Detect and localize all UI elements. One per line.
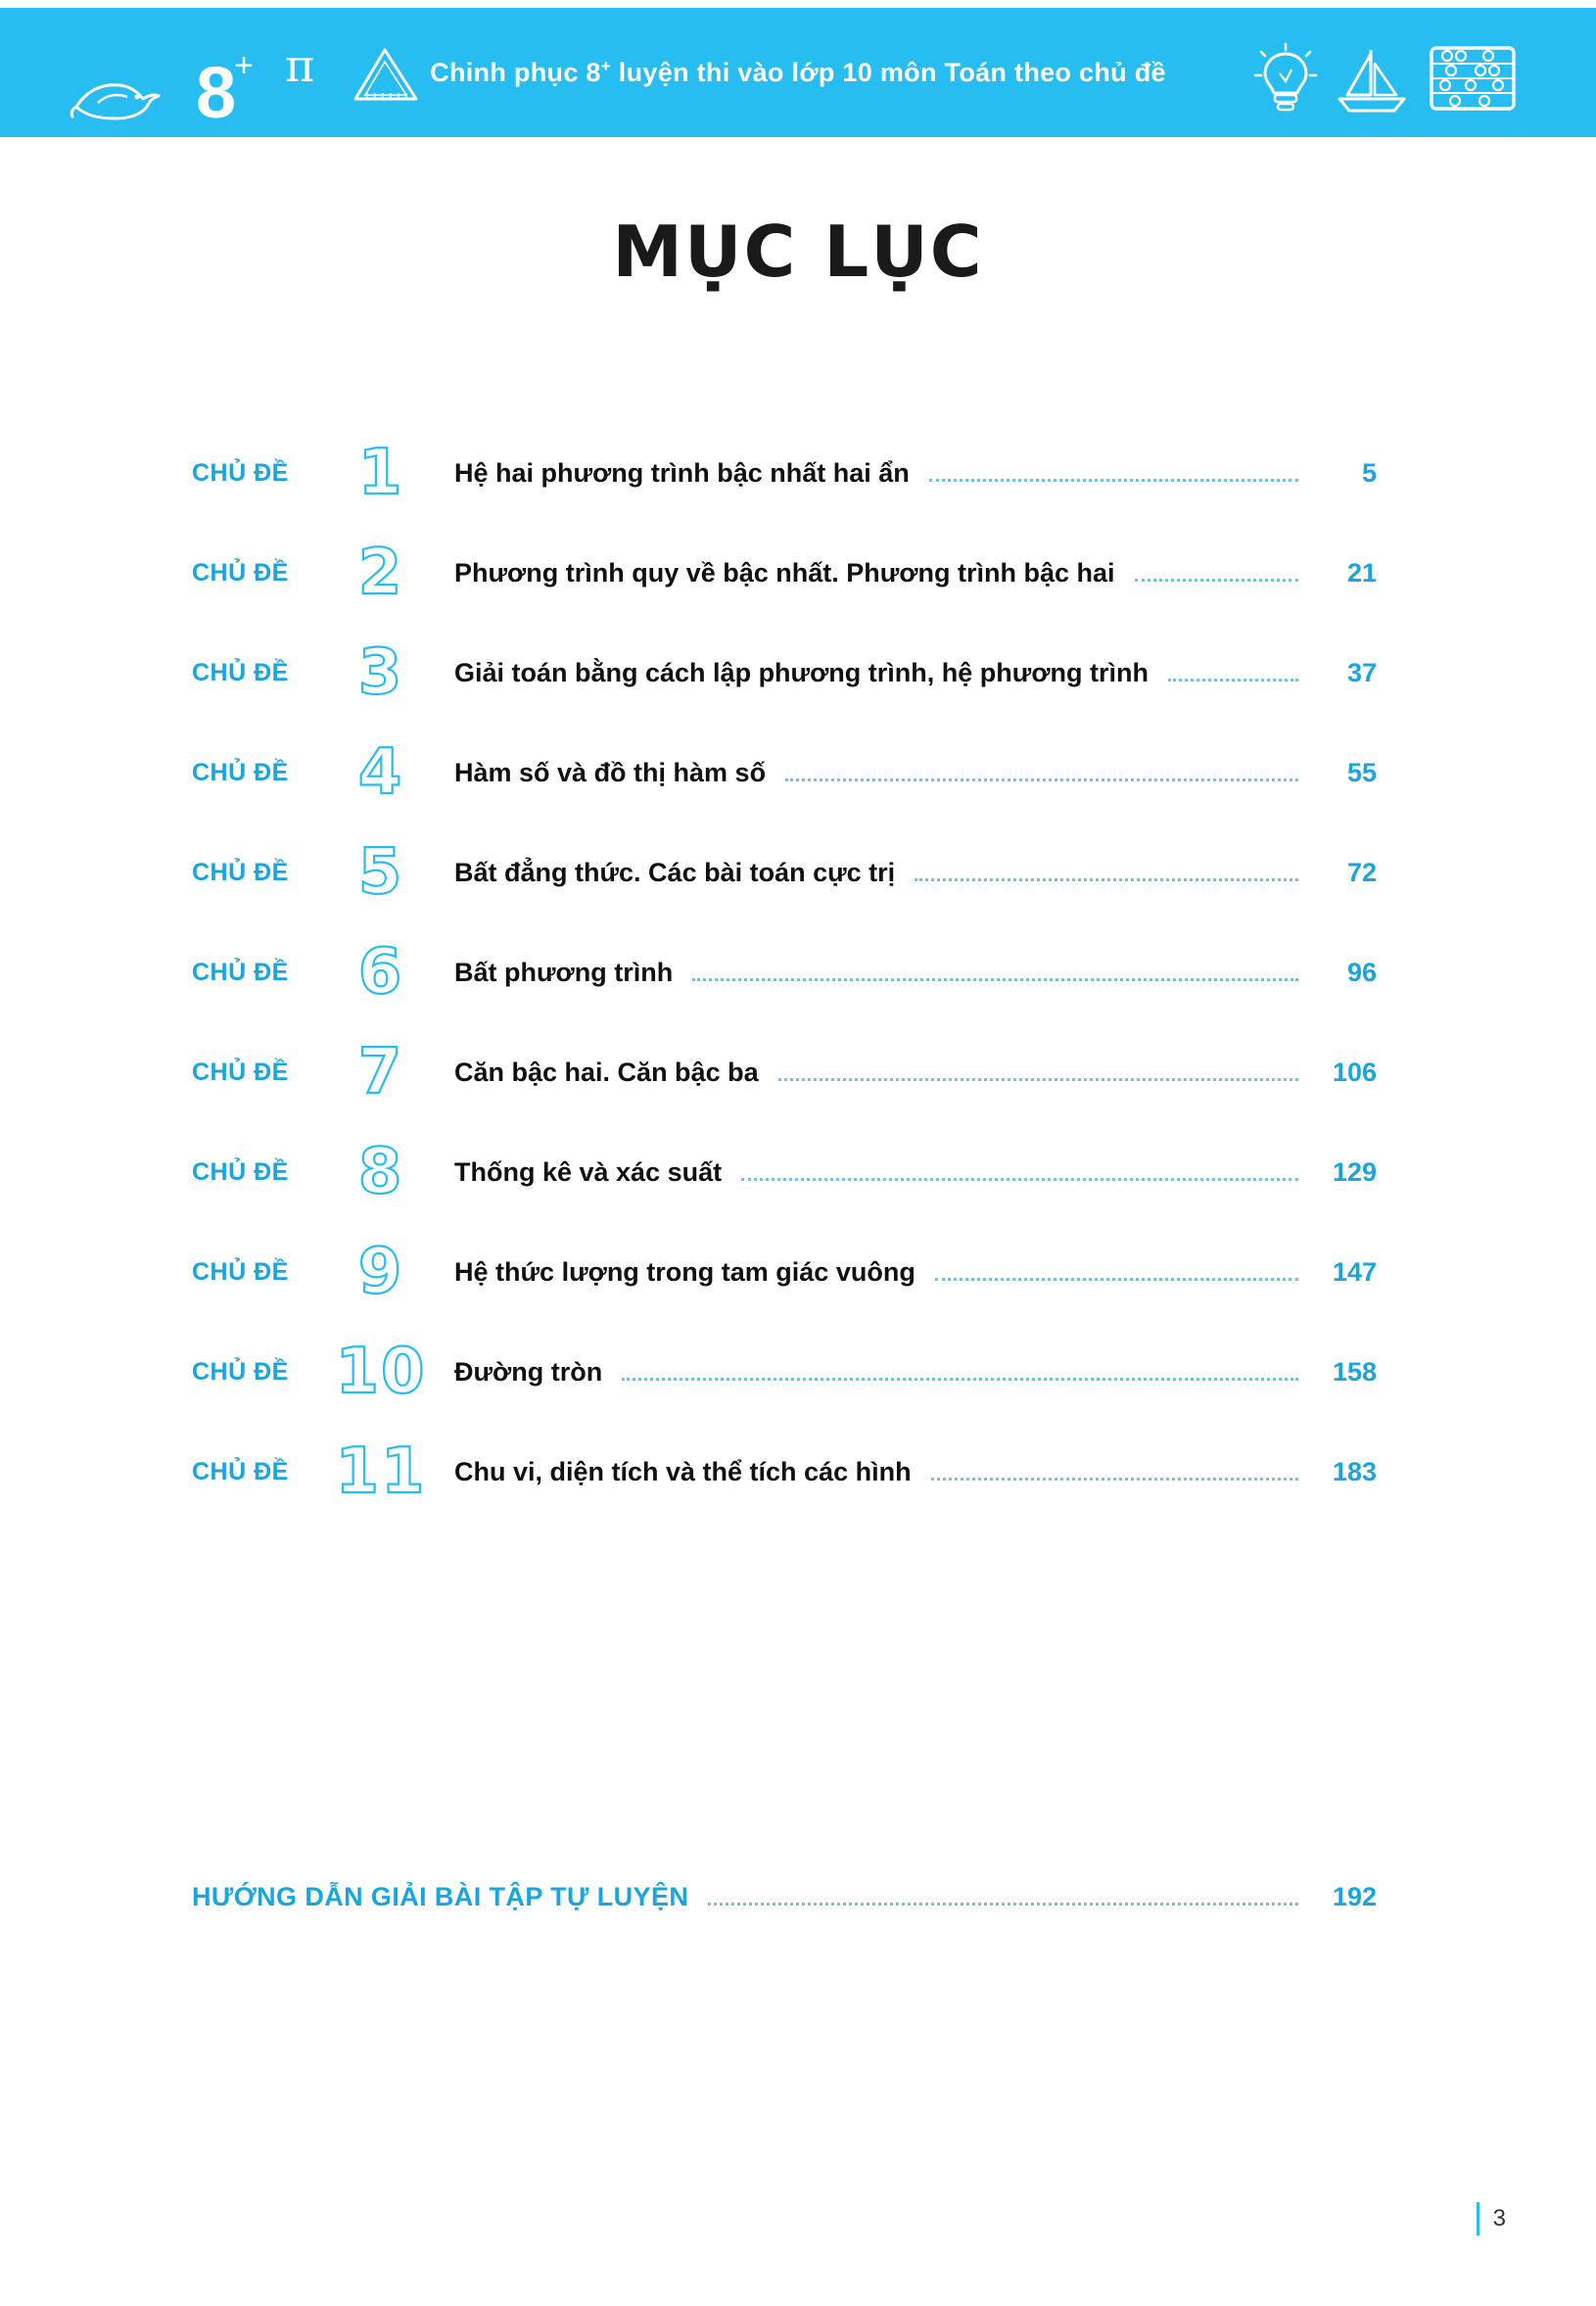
toc-chapter-number: 9 — [357, 1236, 404, 1308]
lightbulb-icon — [1253, 40, 1318, 131]
toc-leader-dots — [741, 1153, 1298, 1181]
toc-entry-title: Hệ thức lượng trong tam giác vuông — [454, 1256, 915, 1287]
toc-appendix-row[interactable] — [192, 1882, 1377, 1912]
toc-leader-dots — [692, 953, 1298, 981]
toc-chapter-label: CHỦ ĐỀ — [192, 1357, 289, 1386]
toc-chapter-label: CHỦ ĐỀ — [192, 1257, 289, 1286]
page-folio — [1477, 2202, 1506, 2235]
toc-row[interactable] — [192, 1322, 1377, 1422]
header-left-icon-group — [69, 18, 424, 133]
toc-page-number: 96 — [1346, 957, 1377, 987]
toc-row[interactable] — [192, 623, 1377, 723]
toc-leader-dots — [935, 1252, 1298, 1281]
toc-chapter-number: 7 — [357, 1036, 404, 1108]
bird-icon — [69, 62, 163, 127]
toc-entry-title: Thống kê và xác suất — [454, 1156, 723, 1187]
toc-page-number: 55 — [1346, 757, 1377, 787]
triangle-ruler-icon — [348, 44, 424, 127]
pi-icon: π — [285, 39, 315, 92]
toc-leader-dots — [929, 453, 1298, 482]
banner-title — [430, 57, 1166, 88]
banner-title-sup: + — [600, 57, 611, 75]
page-title: MỤC LỤC — [612, 211, 984, 293]
toc-chapter-number: 10 — [335, 1336, 427, 1408]
toc-row[interactable] — [192, 922, 1377, 1022]
toc-page-number: 72 — [1346, 857, 1377, 887]
folio-rule — [1477, 2202, 1479, 2235]
banner-title-post: luyện thi vào lớp 10 môn Toán theo chủ đề — [610, 58, 1166, 87]
toc-row[interactable] — [192, 1422, 1377, 1522]
folio-number: 3 — [1492, 2205, 1506, 2232]
toc-chapter-number: 8 — [357, 1136, 404, 1208]
toc-row[interactable] — [192, 823, 1377, 922]
toc-chapter-label: CHỦ ĐỀ — [192, 958, 289, 986]
toc-row[interactable] — [192, 1022, 1377, 1122]
toc-leader-dots — [1168, 653, 1298, 682]
table-of-contents — [192, 423, 1377, 1522]
header-right-icon-group — [1253, 22, 1520, 131]
toc-entry-title: Phương trình quy về bậc nhất. Phương trình bậc hai — [454, 557, 1115, 588]
sailboat-icon — [1336, 42, 1408, 131]
page-header-banner — [0, 8, 1596, 137]
toc-row[interactable] — [192, 423, 1377, 523]
toc-entry-title: Chu vi, diện tích và thể tích các hình — [454, 1456, 912, 1486]
toc-leader-dots — [622, 1352, 1298, 1381]
toc-entry-title: Bất phương trình — [454, 957, 674, 987]
toc-page-number: 183 — [1332, 1456, 1377, 1486]
toc-chapter-number: 6 — [357, 936, 404, 1009]
toc-chapter-label: CHỦ ĐỀ — [192, 1457, 289, 1485]
toc-leader-dots — [931, 1452, 1298, 1481]
toc-entry-title: Hệ hai phương trình bậc nhất hai ẩn — [454, 457, 910, 488]
toc-page-number: 158 — [1332, 1356, 1377, 1387]
toc-chapter-label: CHỦ ĐỀ — [192, 458, 289, 487]
toc-leader-dots — [778, 1053, 1298, 1081]
toc-row[interactable] — [192, 1122, 1377, 1222]
toc-leader-dots — [1135, 553, 1298, 582]
toc-chapter-label: CHỦ ĐỀ — [192, 858, 289, 886]
banner-title-pre: Chinh phục 8 — [430, 58, 601, 87]
toc-chapter-number: 2 — [357, 537, 404, 609]
toc-page-number: 37 — [1346, 657, 1377, 687]
toc-chapter-number: 4 — [357, 736, 404, 809]
toc-leader-dots — [708, 1877, 1298, 1906]
toc-leader-dots — [915, 853, 1298, 881]
logo-number: 8 — [196, 51, 235, 133]
toc-appendix-title: HƯỚNG DẪN GIẢI BÀI TẬP TỰ LUYỆN — [192, 1882, 689, 1911]
toc-entry-title: Căn bậc hai. Căn bậc ba — [454, 1057, 759, 1087]
abacus-icon — [1426, 40, 1520, 131]
toc-page-number: 106 — [1332, 1057, 1377, 1087]
toc-chapter-label: CHỦ ĐỀ — [192, 1157, 289, 1186]
toc-chapter-number: 11 — [335, 1435, 427, 1508]
toc-row[interactable] — [192, 1222, 1377, 1322]
toc-chapter-label: CHỦ ĐỀ — [192, 758, 289, 786]
toc-appendix-page-number: 192 — [1332, 1882, 1377, 1911]
toc-row[interactable] — [192, 723, 1377, 823]
logo-superscript: + — [234, 46, 253, 84]
toc-page-number: 21 — [1346, 557, 1377, 588]
eight-plus-logo — [196, 46, 253, 133]
toc-entry-title: Đường tròn — [454, 1356, 603, 1387]
toc-row[interactable] — [192, 523, 1377, 623]
toc-page-number: 5 — [1361, 457, 1377, 488]
toc-chapter-label: CHỦ ĐỀ — [192, 1058, 289, 1086]
toc-chapter-number: 3 — [357, 636, 404, 709]
toc-chapter-number: 1 — [357, 437, 404, 509]
toc-page-number: 147 — [1332, 1256, 1377, 1287]
toc-entry-title: Giải toán bằng cách lập phương trình, hệ phương trình — [454, 657, 1149, 687]
toc-page-number: 129 — [1332, 1156, 1377, 1187]
toc-chapter-label: CHỦ ĐỀ — [192, 558, 289, 587]
toc-entry-title: Bất đẳng thức. Các bài toán cực trị — [454, 857, 896, 887]
toc-chapter-number: 5 — [357, 836, 404, 909]
toc-chapter-label: CHỦ ĐỀ — [192, 658, 289, 686]
toc-entry-title: Hàm số và đồ thị hàm số — [454, 757, 767, 787]
toc-leader-dots — [785, 753, 1298, 781]
